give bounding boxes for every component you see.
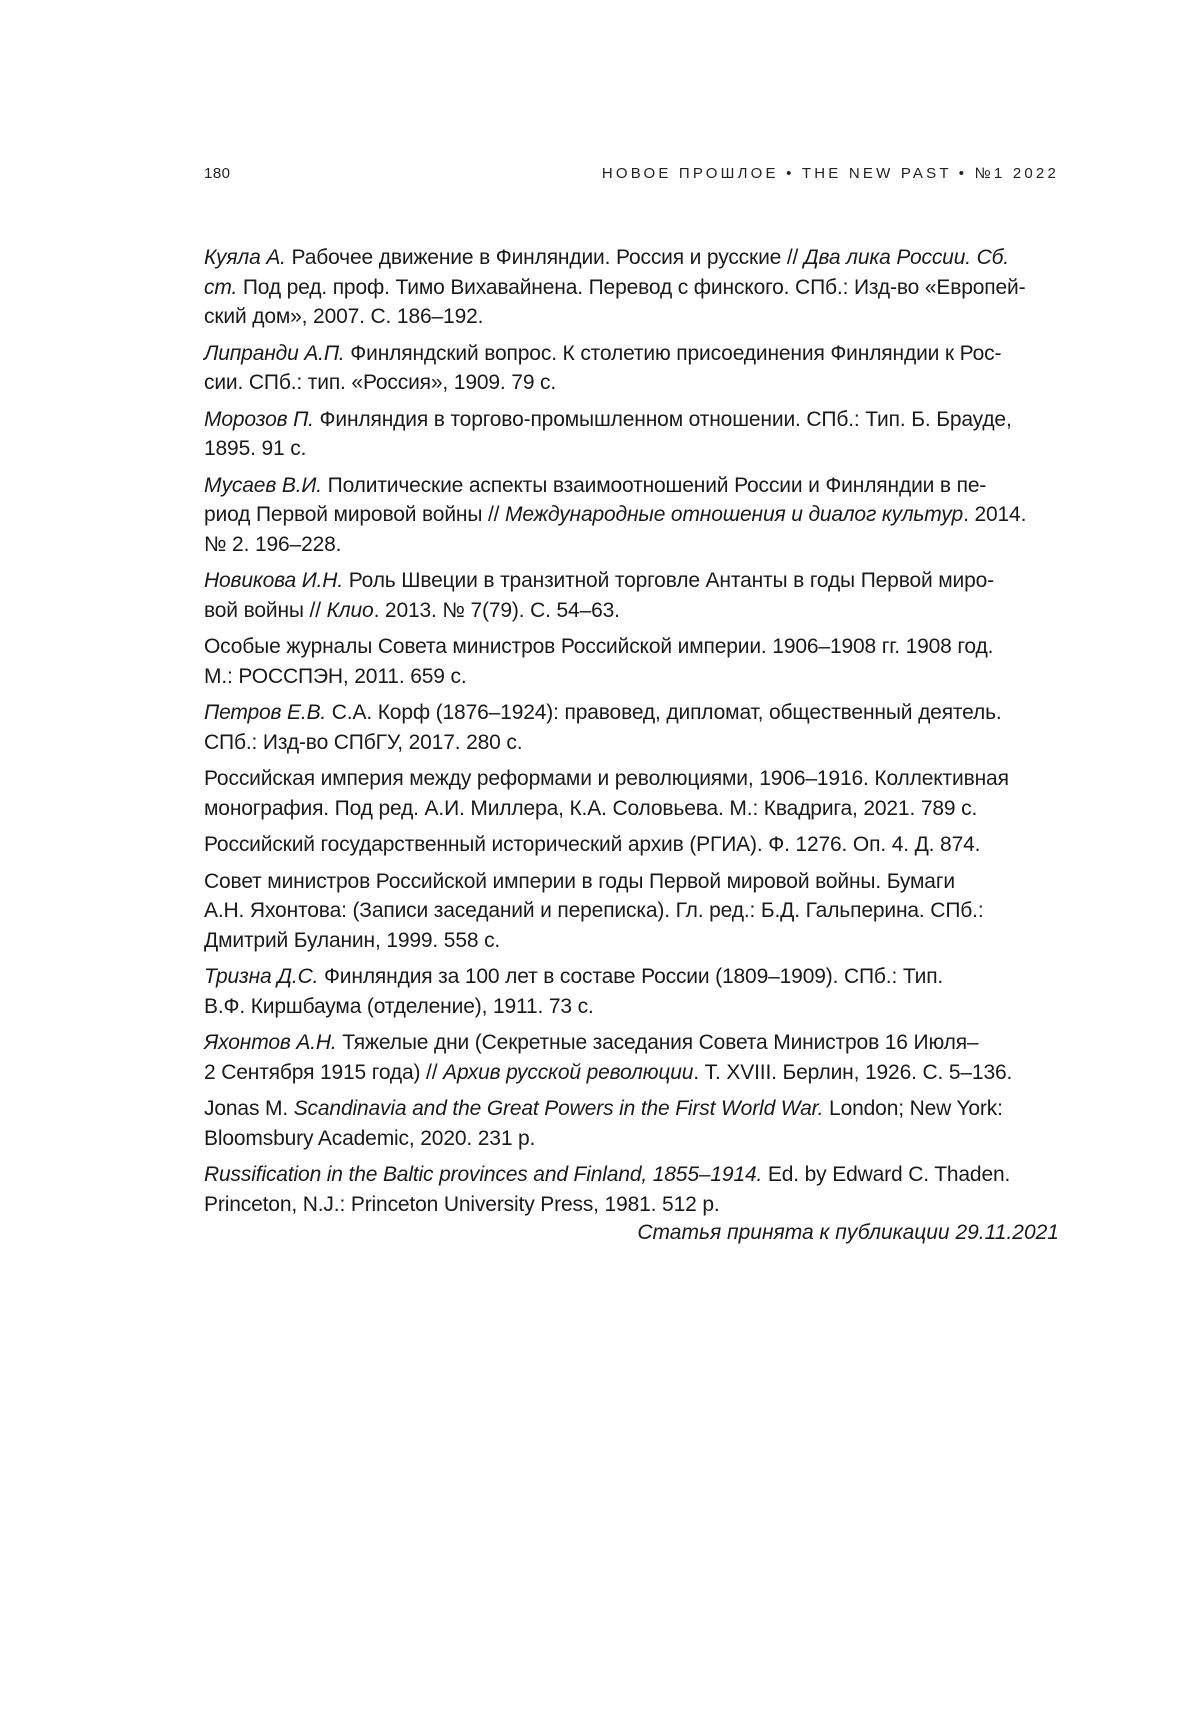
reference-item xyxy=(204,830,1060,860)
reference-text: Рабочее движение в Финляндии. Россия и русские // xyxy=(286,246,804,269)
reference-item xyxy=(204,339,1060,398)
acceptance-note: Статья принята к публикации 29.11.2021 xyxy=(637,1218,1059,1247)
reference-text: Российская империя между реформами и революциями, 1906–1916. Коллективная xyxy=(204,767,1009,790)
reference-text: монография. Под ред. А.И. Миллера, К.А. Соловьева. М.: Квадрига, 2021. 789 с. xyxy=(204,797,977,820)
reference-author: Липранди А.П. xyxy=(204,342,345,365)
reference-text: Роль Швеции в транзитной торговле Антанты в годы Первой миро- xyxy=(343,569,994,592)
reference-source: ст. xyxy=(204,276,237,299)
reference-text: ский дом», 2007. С. 186–192. xyxy=(204,305,483,328)
reference-text: Политические аспекты взаимоотношений России и Финляндии в пе- xyxy=(322,474,986,497)
reference-text: Особые журналы Совета министров Российской империи. 1906–1908 гг. 1908 год. xyxy=(204,635,993,658)
reference-text: Совет министров Российской империи в годы Первой мировой войны. Бумаги xyxy=(204,870,955,893)
reference-text: . Т. XVIII. Берлин, 1926. С. 5–136. xyxy=(693,1061,1012,1084)
reference-text: London; New York: xyxy=(823,1097,1002,1120)
reference-source: Scandinavia and the Great Powers in the First World War. xyxy=(294,1097,824,1120)
reference-text: М.: РОССПЭН, 2011. 659 с. xyxy=(204,665,467,688)
reference-item xyxy=(204,1028,1060,1087)
reference-text: Ed. by Edward C. Thaden. xyxy=(762,1163,1010,1186)
reference-text: СПб.: Изд-во СПбГУ, 2017. 280 с. xyxy=(204,731,522,754)
reference-item xyxy=(204,632,1060,691)
reference-text: Дмитрий Буланин, 1999. 558 с. xyxy=(204,929,500,952)
reference-text: Российский государственный исторический архив (РГИА). Ф. 1276. Оп. 4. Д. 874. xyxy=(204,833,980,856)
reference-item xyxy=(204,867,1060,956)
reference-author: Тризна Д.С. xyxy=(204,965,318,988)
reference-text: В.Ф. Киршбаума (отделение), 1911. 73 с. xyxy=(204,995,594,1018)
reference-author: Куяла А. xyxy=(204,246,286,269)
reference-text: Финляндия за 100 лет в составе России (1809–1909). СПб.: Тип. xyxy=(318,965,943,988)
reference-item xyxy=(204,471,1060,560)
reference-item xyxy=(204,1160,1060,1219)
reference-item xyxy=(204,764,1060,823)
reference-item xyxy=(204,1094,1060,1153)
reference-source: Два лика России. Сб. xyxy=(804,246,1009,269)
reference-author: Новикова И.Н. xyxy=(204,569,343,592)
reference-text: 1895. 91 с. xyxy=(204,437,306,460)
reference-source: Russification in the Baltic provinces and Finland, 1855–1914. xyxy=(204,1163,762,1186)
reference-item xyxy=(204,243,1060,332)
reference-text: Princeton, N.J.: Princeton University Press, 1981. 512 p. xyxy=(204,1193,720,1216)
reference-source: Клио xyxy=(327,599,374,622)
reference-author: Морозов П. xyxy=(204,408,314,431)
reference-text: Финляндия в торгово-промышленном отношении. СПб.: Тип. Б. Брауде, xyxy=(314,408,1012,431)
reference-text: . 2013. № 7(79). С. 54–63. xyxy=(374,599,620,622)
reference-list xyxy=(204,243,1060,1226)
reference-text: Тяжелые дни (Секретные заседания Совета Министров 16 Июля– xyxy=(337,1031,979,1054)
reference-text: сии. СПб.: тип. «Россия», 1909. 79 с. xyxy=(204,371,556,394)
reference-text: вой войны // xyxy=(204,599,327,622)
reference-source: Международные отношения и диалог культур xyxy=(505,503,963,526)
reference-text: А.Н. Яхонтова: (Записи заседаний и переписка). Гл. ред.: Б.Д. Гальперина. СПб.: xyxy=(204,899,984,922)
reference-text: риод Первой мировой войны // xyxy=(204,503,505,526)
reference-text: Финляндский вопрос. К столетию присоединения Финляндии к Рос- xyxy=(345,342,1002,365)
reference-author: Петров Е.В. xyxy=(204,701,326,724)
running-header: НОВОЕ ПРОШЛОЕ • THE NEW PAST • №1 2022 xyxy=(602,165,1059,182)
reference-item xyxy=(204,405,1060,464)
reference-source: Архив русской революции xyxy=(443,1061,693,1084)
reference-author: Мусаев В.И. xyxy=(204,474,322,497)
reference-text: С.А. Корф (1876–1924): правовед, дипломат, общественный деятель. xyxy=(326,701,1001,724)
reference-text: 2 Сентября 1915 года) // xyxy=(204,1061,443,1084)
reference-text: Под ред. проф. Тимо Вихавайнена. Перевод с финского. СПб.: Изд-во «Европей- xyxy=(237,276,1025,299)
reference-item xyxy=(204,566,1060,625)
reference-item xyxy=(204,962,1060,1021)
reference-author: Яхонтов А.Н. xyxy=(204,1031,337,1054)
page-number: 180 xyxy=(204,165,231,182)
reference-text: Bloomsbury Academic, 2020. 231 p. xyxy=(204,1127,535,1150)
reference-text: . 2014. xyxy=(963,503,1026,526)
reference-text: Jonas M. xyxy=(204,1097,294,1120)
reference-text: № 2. 196–228. xyxy=(204,533,341,556)
reference-item xyxy=(204,698,1060,757)
